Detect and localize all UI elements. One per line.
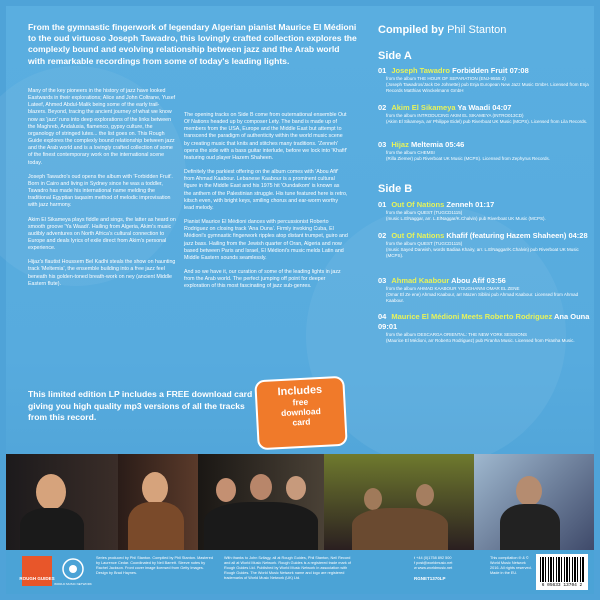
- badge-line: card: [292, 416, 311, 428]
- footer: [6, 550, 594, 594]
- liner-paragraph: Definitely the parkiest offering on the album comes with 'Abou Afif' from Ahmad Kaabour. Lebanese Kaabour is a prominent cultural figure in the Middle East and his 1975 hit 'Oundaikom' is known as the anthem of the Palestinian struggle. His tune featured here is retro, kitsch even, with bright keys, smiling chorus and ear-worm worthy lead melody.: [184, 169, 348, 211]
- track-time: 05:46: [445, 140, 465, 149]
- track-time: 03:56: [486, 276, 506, 285]
- portrait-body: [500, 504, 560, 550]
- tracklist-item: [378, 276, 592, 305]
- logo-text: WORLD MUSIC NETWORK: [54, 582, 92, 586]
- track-time: 09:01: [378, 322, 398, 331]
- footer-thanks: With thanks to John Szilagy, all at Rough Guides, Phil Stanton, Neil Record and all at World Music Network. Rough Guides is a registered trade mark of Rough Guides Ltd. Published by World Music Network in association with Rough Guides. The World Music Network name and logo are registered trademarks of World Music Network (UK) Ltd.: [224, 556, 351, 580]
- intro-text: From the gymnastic fingerwork of legendary Algerian pianist Maurice El Médioni to the oud virtuoso Joseph Tawadro, this lovingly crafted collection explores the complexly bound and evolving relationship between jazz and the Arab world with remarkable recordings from some of today's leading lights.: [28, 22, 357, 66]
- compiled-by-prefix: Compiled by: [378, 24, 445, 36]
- footer-credits: Series produced by Phil Stanton. Compiled by Phil Stanton. Mastered by Laurence Cedar. Coordinated by Neil Barrett. Sleeve notes by Rachel Jackson. Front cover image licensed from Getty Images. Design by Brad Haynes.: [96, 556, 213, 575]
- portrait-body: [20, 508, 84, 552]
- portrait-body: [352, 508, 448, 550]
- tracklist-item: [378, 200, 592, 222]
- portrait-head: [516, 476, 542, 506]
- portrait-head: [142, 472, 168, 504]
- track-detail: from the album DESCARGA ORIENTAL: THE NEW YORK SESSIONS (Maurice El Médioni, arr Roberto Rodriguez) pub Piranha Music. Licensed from Piranha Music.: [386, 332, 575, 344]
- liner-notes-column-2: [184, 112, 348, 297]
- barcode-digits: 6 05633 13704 2: [541, 583, 583, 588]
- portrait-body: [128, 502, 184, 550]
- portrait-head: [216, 478, 236, 502]
- track-title: Forbidden Fruit: [452, 66, 508, 75]
- track-number: 04: [378, 312, 387, 321]
- barcode: [536, 554, 588, 590]
- track-number: 01: [378, 66, 387, 75]
- track-title: Khafif (featuring Hazem Shaheen): [446, 231, 567, 240]
- badge-line: free: [292, 396, 309, 408]
- footer-legal: This compilation ℗ & © World Music Network 2016. All rights reserved. Made in the EU.: [490, 556, 532, 575]
- liner-paragraph: Akim El Sikameya plays fiddle and sings, the latter as heard on smooth groove 'Ya Waadi'. Hailing from Algeria, Akim's music audibly adventures on North Africa's cultural connection to Europe and deals lyrics of exile direct from Akim's personal experience.: [28, 216, 176, 252]
- track-time: 01:17: [475, 200, 495, 209]
- barcode-bars: [540, 557, 584, 582]
- track-title: Abou Afif: [451, 276, 485, 285]
- tracklist-item: [378, 312, 592, 344]
- artist-photo: [324, 454, 474, 550]
- liner-paragraph: Many of the key pioneers in the history of jazz have looked Eastwards in their explorations; Alice and John Coltrane, Yusef Lateef, Ahmed Abdul-Malik being some of the early trail-blazers. Beyond, tracing the ancient journey of what we know now as 'jazz' runs into deep explorations of the links between the Maghreb, Andalusia, flamenco, gypsy culture, the organology of stringed lutes... the list goes on. This Rough Guide explores the complexly bound relationship between jazz and the Arab world and is a lovingly crafted collection of some of the finest contemporary work on the international scene today.: [28, 88, 176, 166]
- portrait-head: [36, 474, 66, 510]
- compiler-name: Phil Stanton: [447, 24, 507, 36]
- track-artist: Maurice El Médioni Meets Roberto Rodriguez: [391, 312, 553, 321]
- portrait-head: [286, 476, 306, 500]
- portrait-head: [364, 488, 382, 510]
- track-time: 04:07: [492, 103, 512, 112]
- badge-line: download: [280, 405, 322, 419]
- track-title: Meltemia: [410, 140, 444, 149]
- track-artist: Ahmad Kaabour: [391, 276, 450, 285]
- artist-photo: [198, 454, 324, 550]
- artist-photo: [6, 454, 118, 550]
- tracklist-item: [378, 231, 592, 260]
- side-b-title: Side B: [378, 183, 413, 195]
- track-number: 02: [378, 103, 387, 112]
- track-number: 02: [378, 231, 387, 240]
- track-time: 04:28: [568, 231, 588, 240]
- track-artist: Hijaz: [391, 140, 409, 149]
- includes-download-badge: [254, 376, 348, 451]
- logo-text: ROUGH GUIDES: [19, 576, 55, 581]
- side-a-title: Side A: [378, 50, 412, 62]
- track-number: 03: [378, 140, 387, 149]
- track-detail: from the album AHMAD KAABOUR YOUGHANNI OMAR EL ZENE (Omar El Ze ene) Ahmad Kaabour, arr Mazen Siblini pub Ahmad Kaabour. Licensed from Ahmad Kaabour.: [386, 286, 579, 304]
- track-detail: from the album THE HOUR OF SEPARATION (ENJ-9555 2) (Joseph Tawadros/Jack De Johnette) pub Enja European New Jazz Music GmbH. Licensed from Enja Records Matthias Winckelmann GmbH: [386, 76, 589, 94]
- tracklist-item: [378, 66, 592, 95]
- track-artist: Joseph Tawadro: [391, 66, 450, 75]
- world-music-network-logo-icon: [54, 556, 92, 586]
- track-artist: Out Of Nations: [391, 200, 445, 209]
- liner-paragraph: Pianist Maurice El Médioni dances with percussionist Roberto Rodriguez on closing track 'Ana Ouna'. Firmly invoking Cuba, El Médioni's gymnastic fingerwork ripples atop distant trumpet, guiro and jazz bass. Hailing from the Jewish quarter of Oran, Algeria and now based between Paris and Israel, El Médioni's music melds Latin and Middle Eastern sounds seamlessly.: [184, 219, 348, 261]
- liner-notes-column-1: [28, 88, 176, 295]
- tracklist-item: [378, 140, 592, 162]
- badge-line: Includes: [277, 383, 323, 399]
- artist-photo: [118, 454, 198, 550]
- track-title: Zenneh: [446, 200, 474, 209]
- portrait-head: [250, 474, 272, 500]
- sleeve-artwork: [6, 6, 594, 594]
- portrait-head: [416, 484, 434, 506]
- track-title: Ya Waadi: [457, 103, 491, 112]
- compiled-by: [378, 24, 506, 36]
- track-detail: from the album QUEST (TUGCD1115) (music L.ElNaggar, arr. L.ElNaggar/K.Chalvin) pub Riverboat UK Music (MCPS).: [386, 210, 546, 222]
- liner-paragraph: And so we have it, our curation of some of the leading lights in jazz from the Arab world. The perfect jumping off point for deeper exploration of this most fascinating of jazz sub-genres.: [184, 268, 341, 290]
- track-number: 03: [378, 276, 387, 285]
- track-detail: from the album CHEMSI (Rilla Ziemer) pub Riverboat UK Music (MCPS). Licensed from Zephyrus Records.: [386, 150, 551, 162]
- liner-paragraph: The opening tracks on Side B come from outernational ensemble Out Of Nations headed up by composer Lety. The band is made up of members from the USA, Europe and the Middle East but attempt to transcend the paradigm of authenticity within the world music scene by creating music that knits and stitches many traditions. 'Zenneh' opens the side with a bass guitar interlude, before we lock into 'Khafif' featuring oud player Hazem Shaheen.: [184, 112, 348, 161]
- tracklist-item: [378, 103, 592, 125]
- track-artist: Akim El Sikameya: [391, 103, 456, 112]
- artist-photo-strip: [6, 454, 594, 550]
- liner-paragraph: Joseph Tawadro's oud opens the album with 'Forbidden Fruit'. Born in Cairo and living in Sydney since he was a toddler, Tawadro has made his international name melding the traditional Egyptian taqasim method of melodic improvisation with jazz harmony.: [28, 173, 173, 209]
- track-number: 01: [378, 200, 387, 209]
- liner-paragraph: Hijaz's flautist Houssem Bel Kadhi steals the show on haunting track 'Meltemia', the ensemble building into a free jazz feel beneath his golden-toned breath-work on ney (ancient Middle Eastern flute).: [28, 259, 176, 287]
- track-title: Ana Ouna: [554, 312, 590, 321]
- artist-photo: [474, 454, 594, 550]
- track-time: 07:08: [509, 66, 529, 75]
- footer-contact: t +44 (0)1758 892 500 f post@worldmusic.net w www.worldmusic.net: [414, 556, 453, 570]
- portrait-body: [204, 502, 318, 550]
- track-detail: from the album QUEST (TUGCD1115) (music Sayed Darwish, words Badiaa Khairy, arr. L.ElNaggar/K.Chalvin) pub Riverboat UK Music (MCPS).: [386, 241, 579, 259]
- catalog-number: RGNET1370LP: [414, 576, 446, 581]
- rough-guides-logo-icon: [19, 556, 55, 586]
- download-card-notice: This limited edition LP includes a FREE download card giving you high quality mp3 versions of all the tracks from this record.: [28, 389, 253, 422]
- track-detail: from the album INTRODUCING AKIM EL SIKAMEYA (INTRO013CD) (Akim El Sikameya, arr Philippe Eidel) pub Riverboat UK Music (MCPS). Licensed from Lila Records.: [386, 113, 588, 125]
- track-artist: Out Of Nations: [391, 231, 445, 240]
